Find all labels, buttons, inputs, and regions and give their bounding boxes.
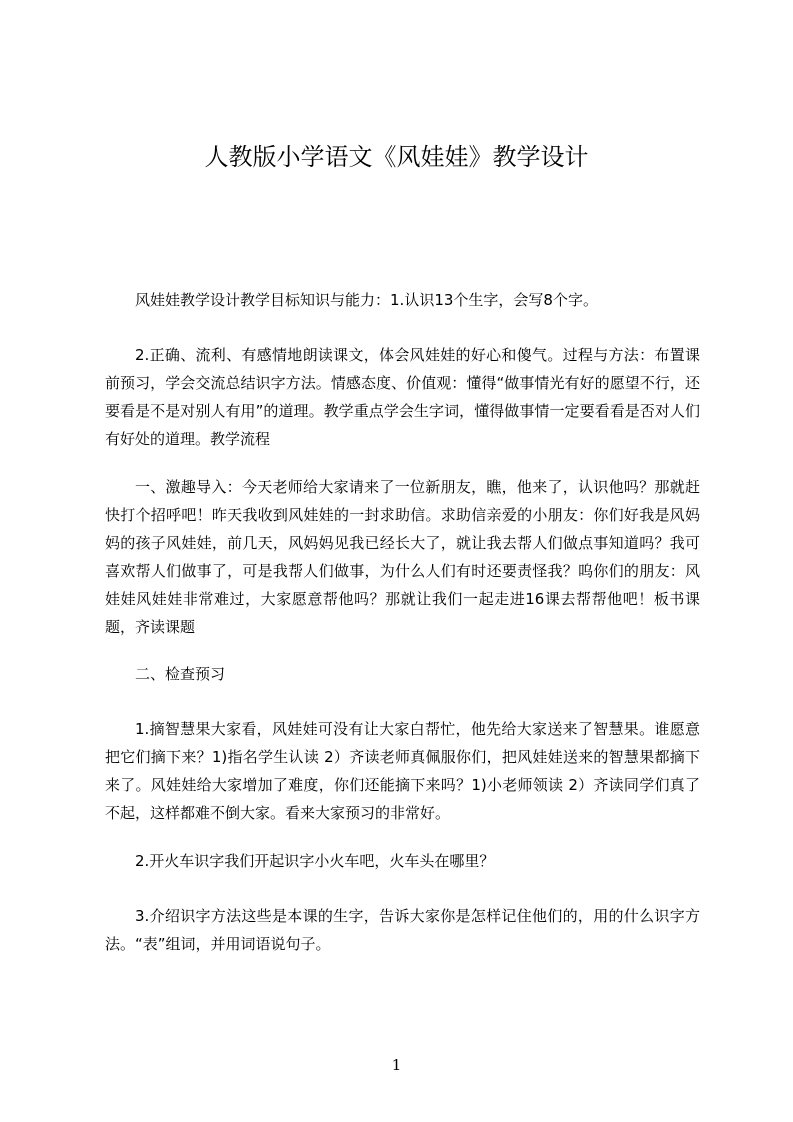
section-heading-preview-check: 二、检查预习 <box>135 665 226 683</box>
paragraph-literacy-methods: 3.介绍识字方法这些是本课的生字，告诉大家你是怎样记住他们的，用的什么识字方法。“表”组词，并用词语说句子。 <box>105 907 700 953</box>
paragraph-goals: 2.正确、流利、有感情地朗读课文，体会风娃娃的好心和傻气。过程与方法：布置课前预习，学会交流总结识字方法。情感态度、价值观：懂得“做事情光有好的愿望不行，还要看是不是对别人有用”的道理。教学重点学会生字词，懂得做事情一定要看看是否对人们有好处的道理。教学流程 <box>105 346 700 448</box>
document-title: 人教版小学语文《风娃娃》教学设计 <box>204 143 589 171</box>
paragraph-objectives: 风娃娃教学设计教学目标知识与能力：1.认识13个生字，会写8个字。 <box>135 291 598 309</box>
paragraph-introduction: 一、激趣导入：今天老师给大家请来了一位新朋友，瞧，他来了，认识他吗？那就赶快打个招呼吧！昨天我收到风娃娃的一封求助信。求助信亲爱的小朋友：你们好我是风妈妈的孩子风娃娃，前几天，风妈妈见我已经长大了，就让我去帮人们做点事知道吗？我可喜欢帮人们做事了，可是我帮人们做事，为什么人们有时还要责怪我？呜你们的朋友：风娃娃风娃娃非常难过，大家愿意帮他吗？那就让我们一起走进16课去帮帮他吧！板书课题，齐读课题 <box>105 478 700 636</box>
paragraph-wisdom-fruit: 1.摘智慧果大家看，风娃娃可没有让大家白帮忙，他先给大家送来了智慧果。谁愿意把它们摘下来？1)指名学生认读 2）齐读老师真佩服你们，把风娃娃送来的智慧果都摘下来了。风娃娃给大家增加了难度，你们还能摘下来吗？1)小老师领读 2）齐读同学们真了不起，这样都难不倒大家。看来大家预习的非常好。 <box>105 720 700 822</box>
page-number: 1 <box>391 1056 402 1074</box>
paragraph-train-game: 2.开火车识字我们开起识字小火车吧，火车头在哪里？ <box>135 852 495 870</box>
